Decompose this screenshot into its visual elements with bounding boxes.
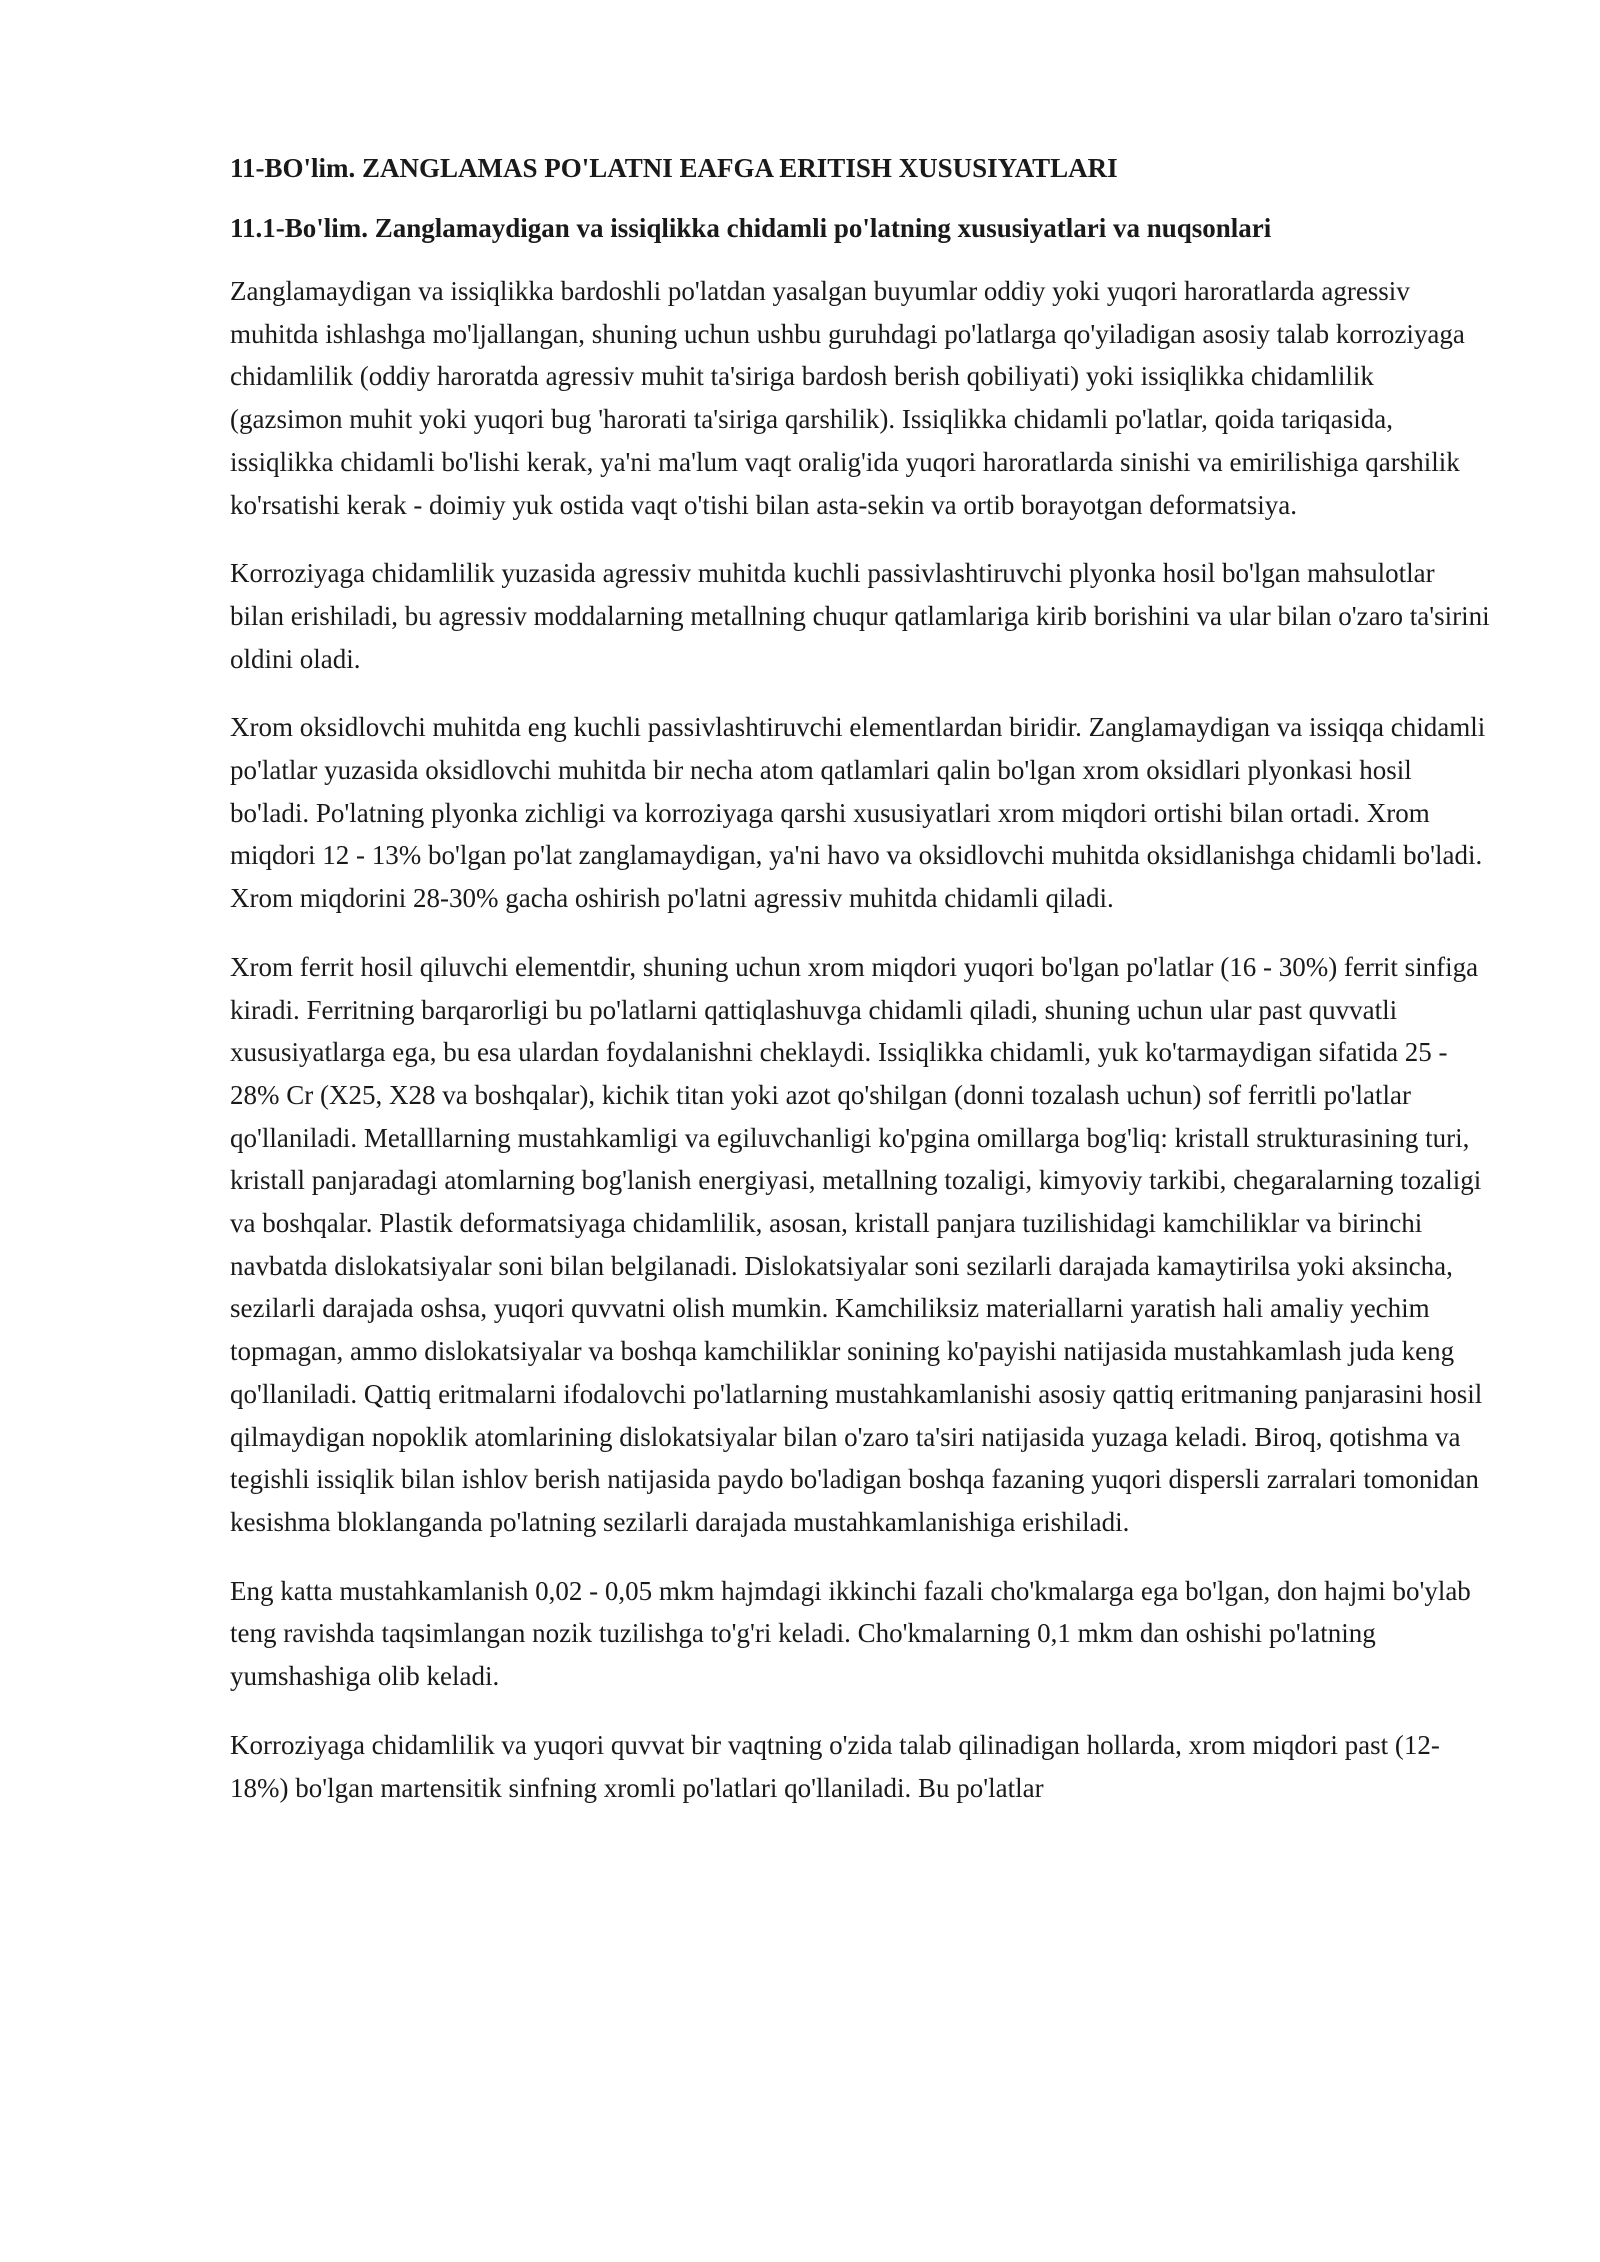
- paragraph-strengthening: Eng katta mustahkamlanish 0,02 - 0,05 mkm hajmdagi ikkinchi fazali cho'kmalarga ega bo'lgan, don hajmi bo'ylab teng ravishda taqsimlangan nozik tuzilishga to'g'ri keladi. Cho'kmalarning 0,1 mkm dan oshishi po'latning yumshashiga olib keladi.: [230, 1575, 1471, 1692]
- chapter-heading: 11-BO'lim. ZANGLAMAS PO'LATNI EAFGA ERITISH XUSUSIYATLARI: [230, 153, 1118, 183]
- section-heading: 11.1-Bo'lim. Zanglamaydigan va issiqlikka chidamli po'latning xususiyatlari va nuqsonlari: [230, 213, 1272, 243]
- paragraph-corrosion-resistance: Korroziyaga chidamlilik yuzasida agressiv muhitda kuchli passivlashtiruvchi plyonka hosil bo'lgan mahsulotlar bilan erishiladi, bu agressiv moddalarning metallning chuqur qatlamlariga kirib borishini va ular bilan o'zaro ta'sirini oldini oladi.: [230, 558, 1490, 674]
- paragraph-ferrite-strength: Xrom ferrit hosil qiluvchi elementdir, shuning uchun xrom miqdori yuqori bo'lgan po'latlar (16 - 30%) ferrit sinfiga kiradi. Ferritning barqarorligi bu po'latlarni qattiqlashuvga chidamli qiladi, shuning uchun ular past quvvatli xususiyatlarga ega, bu esa ulardan foydalanishni cheklaydi. Issiqlikka chidamli, yuk ko'tarmaydigan sifatida 25 - 28% Cr (X25, X28 va boshqalar), kichik titan yoki azot qo'shilgan (donni tozalash uchun) sof ferritli po'latlar qo'llaniladi. Metalllarning mustahkamligi va egiluvchanligi ko'pgina omillarga bog'liq: kristall strukturasining turi, kristall panjaradagi atomlarning bog'lanish energiyasi, metallning tozaligi, kimyoviy tarkibi, chegaralarning tozaligi va boshqalar. Plastik deformatsiyaga chidamlilik, asosan, kristall panjara tuzilishidagi kamchiliklar va birinchi navbatda dislokatsiyalar soni bilan belgilanadi. Dislokatsiyalar soni sezilarli darajada kamaytirilsa yoki aksincha, sezilarli darajada oshsa, yuqori quvvatni olish mumkin. Kamchiliksiz materiallarni yaratish hali amaliy yechim topmagan, ammo dislokatsiyalar va boshqa kamchiliklar sonining ko'payishi natijasida mustahkamlash juda keng qo'llaniladi. Qattiq eritmalarni ifodalovchi po'latlarning mustahkamlanishi asosiy qattiq eritmaning panjarasini hosil qilmaydigan nopoklik atomlarining dislokatsiyalar bilan o'zaro ta'siri natijasida yuzaga keladi. Biroq, qotishma va tegishli issiqlik bilan ishlov berish natijasida paydo bo'ladigan boshqa fazaning yuqori dispersli zarralari tomonidan kesishma bloklanganda po'latning sezilarli darajada mustahkamlanishiga erishiladi.: [230, 951, 1483, 1537]
- document-page: [230, 150, 1490, 1835]
- paragraph-martensitic: Korroziyaga chidamlilik va yuqori quvvat bir vaqtning o'zida talab qilinadigan hollarda, xrom miqdori past (12-18%) bo'lgan martensitik sinfning xromli po'latlari qo'llaniladi. Bu po'latlar: [230, 1729, 1440, 1803]
- paragraph-chromium-passivation: Xrom oksidlovchi muhitda eng kuchli passivlashtiruvchi elementlardan biridir. Zanglamaydigan va issiqqa chidamli po'latlar yuzasida oksidlovchi muhitda bir necha atom qatlamlari qalin bo'lgan xrom oksidlari plyonkasi hosil bo'ladi. Po'latning plyonka zichligi va korroziyaga qarshi xususiyatlari xrom miqdori ortishi bilan ortadi. Xrom miqdori 12 - 13% bo'lgan po'lat zanglamaydigan, ya'ni havo va oksidlovchi muhitda oksidlanishga chidamli bo'ladi. Xrom miqdorini 28-30% gacha oshirish po'latni agressiv muhitda chidamli qiladi.: [230, 712, 1486, 914]
- paragraph-intro: Zanglamaydigan va issiqlikka bardoshli po'latdan yasalgan buyumlar oddiy yoki yuqori haroratlarda agressiv muhitda ishlashga mo'ljallangan, shuning uchun ushbu guruhdagi po'latlarga qo'yiladigan asosiy talab korroziyaga chidamlilik (oddiy haroratda agressiv muhit ta'siriga bardosh berish qobiliyati) yoki issiqlikka chidamlilik (gazsimon muhit yoki yuqori bug 'harorati ta'siriga qarshilik). Issiqlikka chidamli po'latlar, qoida tariqasida, issiqlikka chidamli bo'lishi kerak, ya'ni ma'lum vaqt oralig'ida yuqori haroratlarda sinishi va emirilishiga qarshilik ko'rsatishi kerak - doimiy yuk ostida vaqt o'tishi bilan asta-sekin va ortib borayotgan deformatsiya.: [230, 276, 1465, 520]
